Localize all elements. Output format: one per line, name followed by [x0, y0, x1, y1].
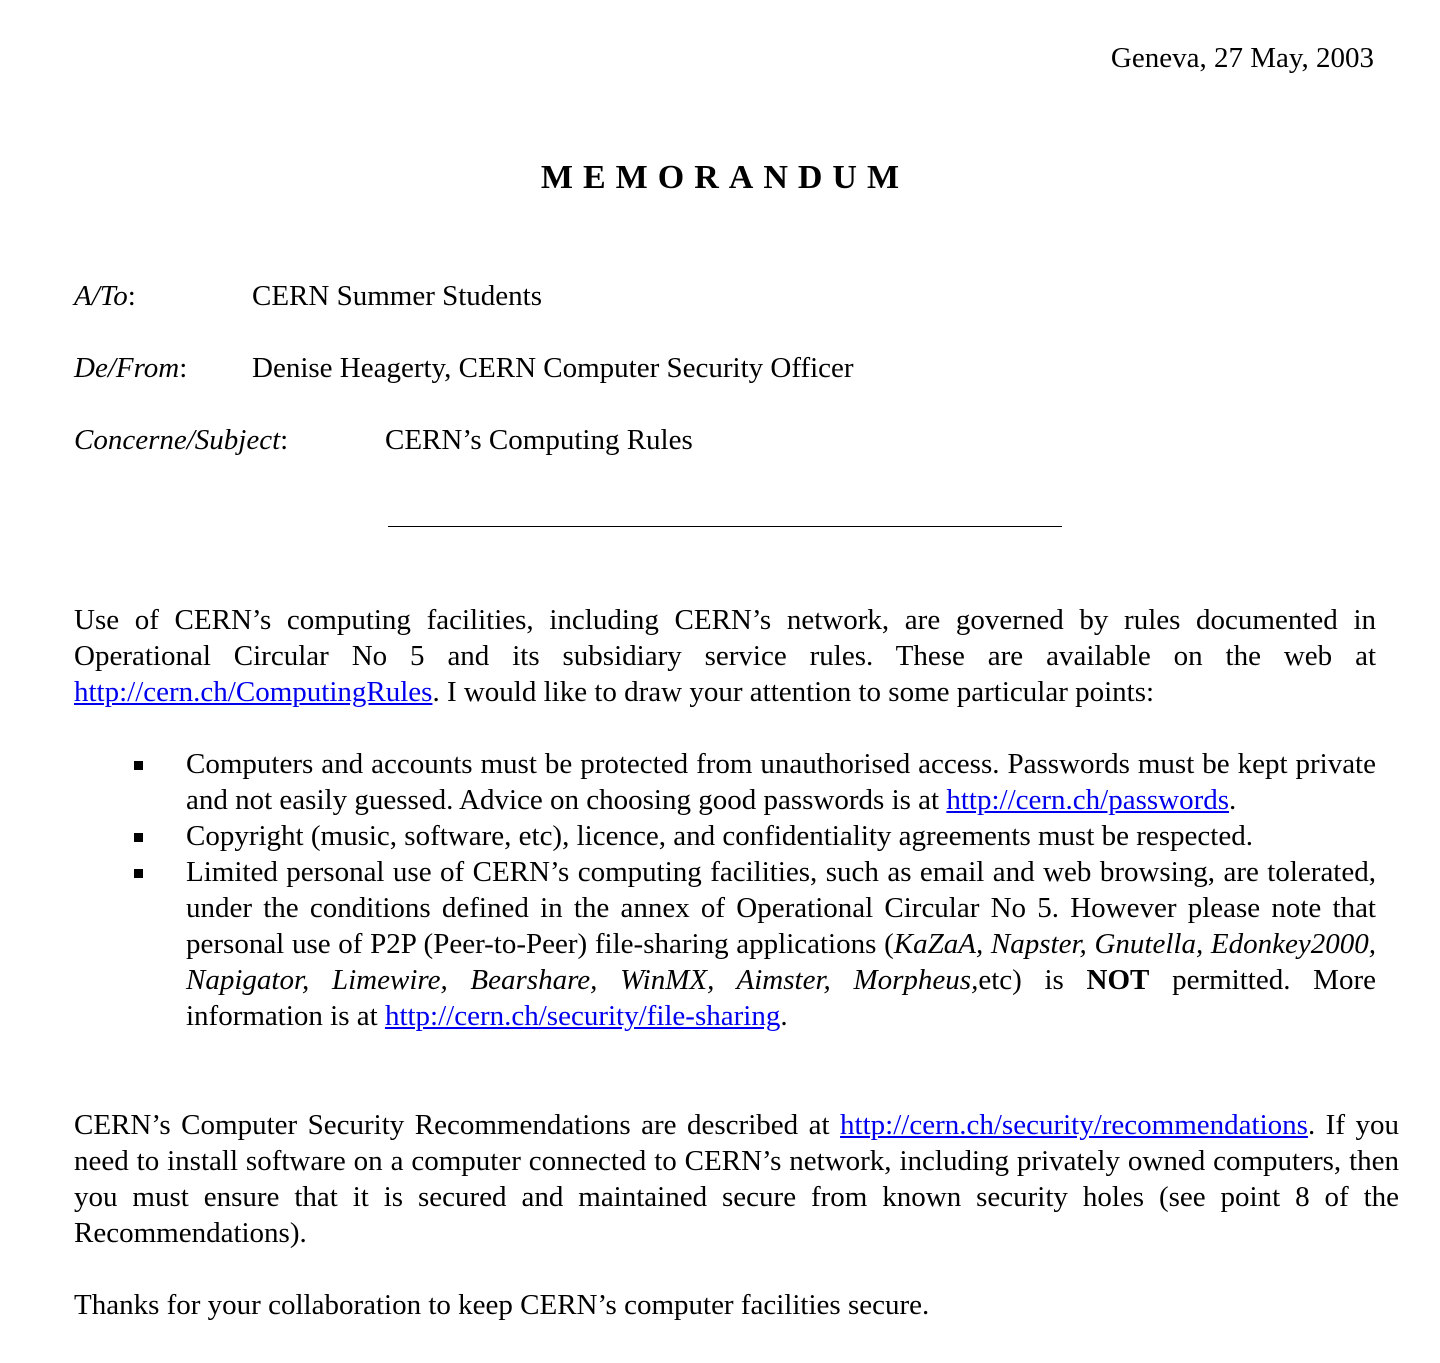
- square-bullet-icon: [134, 869, 143, 878]
- from-label: [74, 350, 187, 386]
- bullet-item-passwords: [74, 746, 1376, 818]
- computing-rules-link[interactable]: http://cern.ch/ComputingRules: [74, 676, 433, 708]
- bullet-2-text: Copyright (music, software, etc), licence, and confidentiality agreements must be respected.: [186, 820, 1253, 852]
- subject-value: CERN’s Computing Rules: [385, 424, 693, 456]
- recommendations-link[interactable]: http://cern.ch/security/recommendations: [840, 1109, 1308, 1141]
- bullet-1-end: .: [1229, 784, 1237, 816]
- bullet-1-text: Computers and accounts must be protected from unauthorised access. Passwords must be kept private and not easily guessed. Advice on choosing good passwords is at: [186, 748, 1376, 816]
- bullet-3-after-bold: permitted. More information is at: [186, 964, 1376, 1032]
- header-divider: [388, 526, 1062, 527]
- p2p-app-list: KaZaA, Napster, Gnutella, Edonkey2000, Napigator, Limewire, Bearshare, WinMX, Aimster, Morpheus,: [186, 928, 1376, 996]
- file-sharing-link[interactable]: http://cern.ch/security/file-sharing: [384, 1000, 781, 1032]
- square-bullet-icon: [134, 833, 143, 842]
- square-bullet-icon: [134, 761, 143, 770]
- bullet-3-text: Limited personal use of CERN’s computing facilities, such as email and web browsing, are tolerated, under the conditions defined in the annex of Operational Circular No 5. However please note that personal use of P2P (Peer-to-Peer) file-sharing applications (: [186, 856, 1376, 960]
- rules-bullet-list: [74, 746, 1376, 1034]
- bullet-item-personal-use: [74, 854, 1376, 1034]
- from-value: Denise Heagerty, CERN Computer Security Officer: [252, 352, 854, 384]
- recommendations-text-before: CERN’s Computer Security Recommendations are described at: [74, 1109, 841, 1141]
- passwords-link[interactable]: http://cern.ch/passwords: [946, 784, 1230, 816]
- bullet-item-copyright: [74, 818, 1376, 854]
- intro-text-before: Use of CERN’s computing facilities, including CERN’s network, are governed by rules documented in Operational Circular No 5 and its subsidiary service rules. These are available on the web at: [74, 604, 1376, 672]
- intro-paragraph: [74, 602, 1376, 710]
- bullet-3-middle: etc) is: [978, 964, 1087, 996]
- subject-label: [74, 422, 288, 458]
- from-label-colon: :: [179, 352, 188, 384]
- not-emphasis: NOT: [1086, 964, 1150, 996]
- intro-text-after: . I would like to draw your attention to some particular points:: [432, 676, 1155, 708]
- memo-date: Geneva, 27 May, 2003: [1110, 42, 1374, 74]
- closing-line: Thanks for your collaboration to keep CERN’s computer facilities secure.: [74, 1289, 930, 1321]
- memo-title: MEMORANDUM: [540, 159, 910, 196]
- to-label: [74, 278, 136, 314]
- subject-label-colon: :: [280, 424, 289, 456]
- to-label-colon: :: [127, 280, 136, 312]
- to-label-text: A/To: [74, 280, 128, 312]
- to-value: CERN Summer Students: [252, 280, 543, 312]
- subject-label-text: Concerne/Subject: [74, 424, 281, 456]
- from-label-text: De/From: [74, 352, 180, 384]
- recommendations-text-after: . If you need to install software on a computer connected to CERN’s network, including privately owned computers, then you must ensure that it is secured and maintained secure from known security holes (see point 8 of the Recommendations).: [74, 1109, 1399, 1249]
- recommendations-paragraph: [74, 1107, 1399, 1251]
- bullet-3-end: .: [780, 1000, 788, 1032]
